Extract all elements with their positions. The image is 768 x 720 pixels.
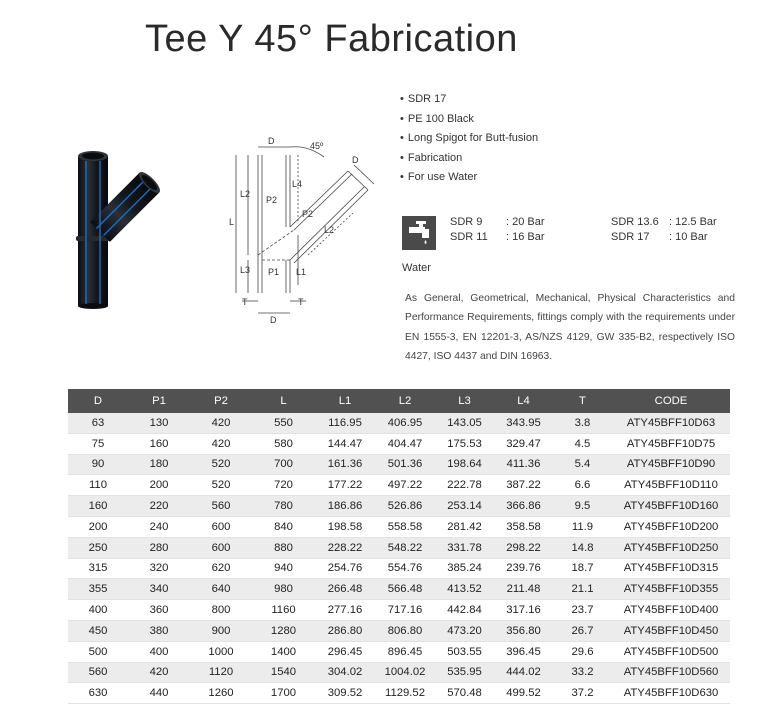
pressure-value: : 12.5 Bar xyxy=(669,216,717,228)
table-cell-p2: 1000 xyxy=(190,641,252,662)
table-cell-l2: 1129.52 xyxy=(375,683,435,704)
table-cell-l: 580 xyxy=(252,433,315,454)
table-header xyxy=(68,389,730,413)
table-cell-l3: 143.05 xyxy=(435,413,494,433)
table-cell-d: 560 xyxy=(68,662,128,683)
table-cell-d: 90 xyxy=(68,454,128,475)
table-cell-l3: 473.20 xyxy=(435,620,494,641)
table-cell-p1: 400 xyxy=(128,641,190,662)
table-row xyxy=(68,433,730,454)
table-row xyxy=(68,683,730,704)
table-row xyxy=(68,620,730,641)
column-header-d: D xyxy=(68,389,128,413)
table-cell-t: 6.6 xyxy=(553,475,612,496)
table-cell-code: ATY45BFF10D560 xyxy=(612,662,730,683)
table-cell-p1: 420 xyxy=(128,662,190,683)
table-cell-t: 9.5 xyxy=(553,496,612,517)
table-header-row xyxy=(68,389,730,413)
table-cell-d: 200 xyxy=(68,516,128,537)
table-cell-l2: 554.76 xyxy=(375,558,435,579)
table-cell-d: 400 xyxy=(68,600,128,621)
table-cell-l: 1400 xyxy=(252,641,315,662)
table-cell-p2: 1120 xyxy=(190,662,252,683)
table-cell-l1: 144.47 xyxy=(315,433,375,454)
table-cell-l: 780 xyxy=(252,496,315,517)
table-cell-p1: 320 xyxy=(128,558,190,579)
table-cell-l: 1540 xyxy=(252,662,315,683)
table-cell-l3: 198.64 xyxy=(435,454,494,475)
table-cell-l4: 366.86 xyxy=(494,496,553,517)
table-cell-l1: 161.36 xyxy=(315,454,375,475)
table-cell-l: 1280 xyxy=(252,620,315,641)
table-cell-l: 880 xyxy=(252,537,315,558)
dim-d-top-label: D xyxy=(268,136,275,146)
table-cell-l4: 343.95 xyxy=(494,413,553,433)
table-cell-code: ATY45BFF10D110 xyxy=(612,475,730,496)
table-cell-d: 63 xyxy=(68,413,128,433)
column-header-p1: P1 xyxy=(128,389,190,413)
table-cell-l: 720 xyxy=(252,475,315,496)
column-header-l1: L1 xyxy=(315,389,375,413)
table-cell-p2: 800 xyxy=(190,600,252,621)
pressure-rating xyxy=(450,216,545,228)
table-cell-l: 940 xyxy=(252,558,315,579)
table-cell-l2: 558.58 xyxy=(375,516,435,537)
compliance-description: As General, Geometrical, Mechanical, Physical Characteristics and Performance Requirements, fittings comply with the requirements under EN 1555-3, EN 12201-3, AS/NZS 4129, GW 335-B2, respectively ISO 4427, ISO 4437 and DIN 16963. xyxy=(405,293,735,363)
table-cell-l: 980 xyxy=(252,579,315,600)
table-cell-d: 160 xyxy=(68,496,128,517)
table-cell-code: ATY45BFF10D200 xyxy=(612,516,730,537)
table-cell-l2: 548.22 xyxy=(375,537,435,558)
table-cell-t: 18.7 xyxy=(553,558,612,579)
table-cell-l4: 239.76 xyxy=(494,558,553,579)
table-cell-l: 1160 xyxy=(252,600,315,621)
dim-d-branch-label: D xyxy=(352,155,359,165)
table-cell-l3: 281.42 xyxy=(435,516,494,537)
table-cell-l: 700 xyxy=(252,454,315,475)
table-cell-l: 1700 xyxy=(252,683,315,704)
feature-list xyxy=(400,90,538,188)
pressure-rating xyxy=(450,231,545,243)
dim-l4-label: L4 xyxy=(292,179,303,189)
water-label: Water xyxy=(402,262,431,274)
feature-item: • Long Spigot for Butt-fusion xyxy=(400,129,538,149)
sdr-label: SDR 9 xyxy=(450,216,483,228)
table-cell-l1: 177.22 xyxy=(315,475,375,496)
table-cell-p2: 1260 xyxy=(190,683,252,704)
table-cell-d: 75 xyxy=(68,433,128,454)
table-cell-l4: 411.36 xyxy=(494,454,553,475)
column-header-l: L xyxy=(252,389,315,413)
dim-angle-label: 45º xyxy=(310,141,324,151)
table-cell-p2: 600 xyxy=(190,537,252,558)
table-cell-l2: 566.48 xyxy=(375,579,435,600)
table-cell-l1: 266.48 xyxy=(315,579,375,600)
table-cell-p1: 200 xyxy=(128,475,190,496)
table-cell-t: 14.8 xyxy=(553,537,612,558)
table-cell-d: 110 xyxy=(68,475,128,496)
table-cell-t: 4.5 xyxy=(553,433,612,454)
table-row xyxy=(68,413,730,433)
table-cell-p1: 340 xyxy=(128,579,190,600)
column-header-p2: P2 xyxy=(190,389,252,413)
table-cell-d: 630 xyxy=(68,683,128,704)
table-cell-code: ATY45BFF10D355 xyxy=(612,579,730,600)
table-cell-l1: 277.16 xyxy=(315,600,375,621)
table-cell-p2: 900 xyxy=(190,620,252,641)
table-cell-l3: 570.48 xyxy=(435,683,494,704)
table-cell-l2: 806.80 xyxy=(375,620,435,641)
water-tap-icon xyxy=(402,216,436,250)
table-cell-p2: 600 xyxy=(190,516,252,537)
table-cell-p2: 420 xyxy=(190,433,252,454)
table-row xyxy=(68,641,730,662)
table-cell-t: 37.2 xyxy=(553,683,612,704)
table-cell-l1: 309.52 xyxy=(315,683,375,704)
table-cell-p1: 280 xyxy=(128,537,190,558)
table-cell-l2: 896.45 xyxy=(375,641,435,662)
table-cell-l4: 329.47 xyxy=(494,433,553,454)
table-cell-code: ATY45BFF10D500 xyxy=(612,641,730,662)
dim-l2-left-label: L2 xyxy=(240,189,251,199)
table-cell-l1: 228.22 xyxy=(315,537,375,558)
table-cell-code: ATY45BFF10D160 xyxy=(612,496,730,517)
table-cell-t: 5.4 xyxy=(553,454,612,475)
table-cell-t: 26.7 xyxy=(553,620,612,641)
table-cell-t: 23.7 xyxy=(553,600,612,621)
table-cell-code: ATY45BFF10D63 xyxy=(612,413,730,433)
table-cell-p2: 520 xyxy=(190,475,252,496)
table-cell-l4: 358.58 xyxy=(494,516,553,537)
table-cell-l4: 499.52 xyxy=(494,683,553,704)
table-row xyxy=(68,454,730,475)
dim-l-label: L xyxy=(229,217,235,227)
table-cell-l2: 501.36 xyxy=(375,454,435,475)
table-cell-l4: 396.45 xyxy=(494,641,553,662)
table-cell-code: ATY45BFF10D75 xyxy=(612,433,730,454)
table-body xyxy=(68,413,730,704)
column-header-l3: L3 xyxy=(435,389,494,413)
table-row xyxy=(68,662,730,683)
table-cell-l2: 406.95 xyxy=(375,413,435,433)
table-cell-p2: 620 xyxy=(190,558,252,579)
dim-t-left-label: T xyxy=(242,297,248,307)
feature-item: • For use Water xyxy=(400,168,538,188)
table-cell-t: 3.8 xyxy=(553,413,612,433)
table-row xyxy=(68,579,730,600)
sdr-label: SDR 11 xyxy=(450,231,488,243)
sdr-label: SDR 17 xyxy=(611,231,650,243)
table-cell-d: 250 xyxy=(68,537,128,558)
table-cell-l4: 356.80 xyxy=(494,620,553,641)
table-cell-l1: 186.86 xyxy=(315,496,375,517)
table-row xyxy=(68,496,730,517)
table-cell-t: 33.2 xyxy=(553,662,612,683)
table-cell-p1: 160 xyxy=(128,433,190,454)
table-cell-d: 315 xyxy=(68,558,128,579)
sdr-label: SDR 13.6 xyxy=(611,216,659,228)
table-cell-t: 11.9 xyxy=(553,516,612,537)
dim-p2-left-label: P2 xyxy=(266,195,278,205)
feature-item: • Fabrication xyxy=(400,149,538,169)
table-cell-p1: 380 xyxy=(128,620,190,641)
column-header-l2: L2 xyxy=(375,389,435,413)
table-cell-p1: 440 xyxy=(128,683,190,704)
table-cell-l3: 442.84 xyxy=(435,600,494,621)
pressure-rating xyxy=(611,231,708,243)
table-row xyxy=(68,475,730,496)
feature-item: • SDR 17 xyxy=(400,90,538,110)
table-cell-l3: 385.24 xyxy=(435,558,494,579)
table-cell-l1: 254.76 xyxy=(315,558,375,579)
table-cell-code: ATY45BFF10D400 xyxy=(612,600,730,621)
column-header-t: T xyxy=(553,389,612,413)
table-cell-p2: 560 xyxy=(190,496,252,517)
column-header-l4: L4 xyxy=(494,389,553,413)
pressure-value: : 16 Bar xyxy=(506,231,545,243)
table-cell-l4: 387.22 xyxy=(494,475,553,496)
table-cell-l1: 116.95 xyxy=(315,413,375,433)
pressure-value: : 10 Bar xyxy=(669,231,708,243)
dim-p1-label: P1 xyxy=(268,267,280,277)
table-cell-l3: 175.53 xyxy=(435,433,494,454)
table-cell-l4: 211.48 xyxy=(494,579,553,600)
table-cell-l3: 331.78 xyxy=(435,537,494,558)
dimension-table xyxy=(68,389,730,704)
table-cell-l3: 535.95 xyxy=(435,662,494,683)
pressure-value: : 20 Bar xyxy=(506,216,545,228)
table-cell-l2: 1004.02 xyxy=(375,662,435,683)
technical-drawing xyxy=(228,135,378,325)
table-cell-l3: 413.52 xyxy=(435,579,494,600)
table-cell-p1: 130 xyxy=(128,413,190,433)
table-row xyxy=(68,537,730,558)
product-photo-image xyxy=(60,140,180,310)
table-cell-p1: 180 xyxy=(128,454,190,475)
table-cell-l1: 286.80 xyxy=(315,620,375,641)
table-cell-l4: 444.02 xyxy=(494,662,553,683)
column-header-code: CODE xyxy=(612,389,730,413)
table-cell-t: 21.1 xyxy=(553,579,612,600)
table-cell-code: ATY45BFF10D90 xyxy=(612,454,730,475)
table-cell-l4: 317.16 xyxy=(494,600,553,621)
table-cell-code: ATY45BFF10D315 xyxy=(612,558,730,579)
table-cell-l1: 304.02 xyxy=(315,662,375,683)
table-cell-p1: 360 xyxy=(128,600,190,621)
table-cell-d: 500 xyxy=(68,641,128,662)
table-cell-l2: 526.86 xyxy=(375,496,435,517)
table-cell-p1: 220 xyxy=(128,496,190,517)
table-cell-l3: 222.78 xyxy=(435,475,494,496)
table-cell-l3: 503.55 xyxy=(435,641,494,662)
table-cell-l: 550 xyxy=(252,413,315,433)
table-cell-l3: 253.14 xyxy=(435,496,494,517)
table-cell-l2: 717.16 xyxy=(375,600,435,621)
table-row xyxy=(68,516,730,537)
table-cell-p2: 420 xyxy=(190,413,252,433)
table-cell-d: 450 xyxy=(68,620,128,641)
table-cell-p2: 640 xyxy=(190,579,252,600)
table-cell-p2: 520 xyxy=(190,454,252,475)
dim-d-bottom-label: D xyxy=(270,315,277,325)
table-row xyxy=(68,600,730,621)
pressure-rating xyxy=(611,216,717,228)
table-cell-l4: 298.22 xyxy=(494,537,553,558)
dim-l1-label: L1 xyxy=(296,267,307,277)
table-cell-t: 29.6 xyxy=(553,641,612,662)
table-row xyxy=(68,558,730,579)
feature-item: • PE 100 Black xyxy=(400,110,538,130)
page-title: Tee Y 45° Fabrication xyxy=(145,18,518,60)
table-cell-l1: 198.58 xyxy=(315,516,375,537)
dim-t-right-label: T xyxy=(298,297,304,307)
table-cell-code: ATY45BFF10D450 xyxy=(612,620,730,641)
table-cell-l1: 296.45 xyxy=(315,641,375,662)
table-cell-d: 355 xyxy=(68,579,128,600)
table-cell-code: ATY45BFF10D630 xyxy=(612,683,730,704)
dim-p2-branch-label: P2 xyxy=(302,209,314,219)
table-cell-l: 840 xyxy=(252,516,315,537)
table-cell-p1: 240 xyxy=(128,516,190,537)
table-cell-code: ATY45BFF10D250 xyxy=(612,537,730,558)
table-cell-l2: 497.22 xyxy=(375,475,435,496)
dim-l3-label: L3 xyxy=(240,265,251,275)
table-cell-l2: 404.47 xyxy=(375,433,435,454)
dim-l2-branch-label: L2 xyxy=(324,225,335,235)
